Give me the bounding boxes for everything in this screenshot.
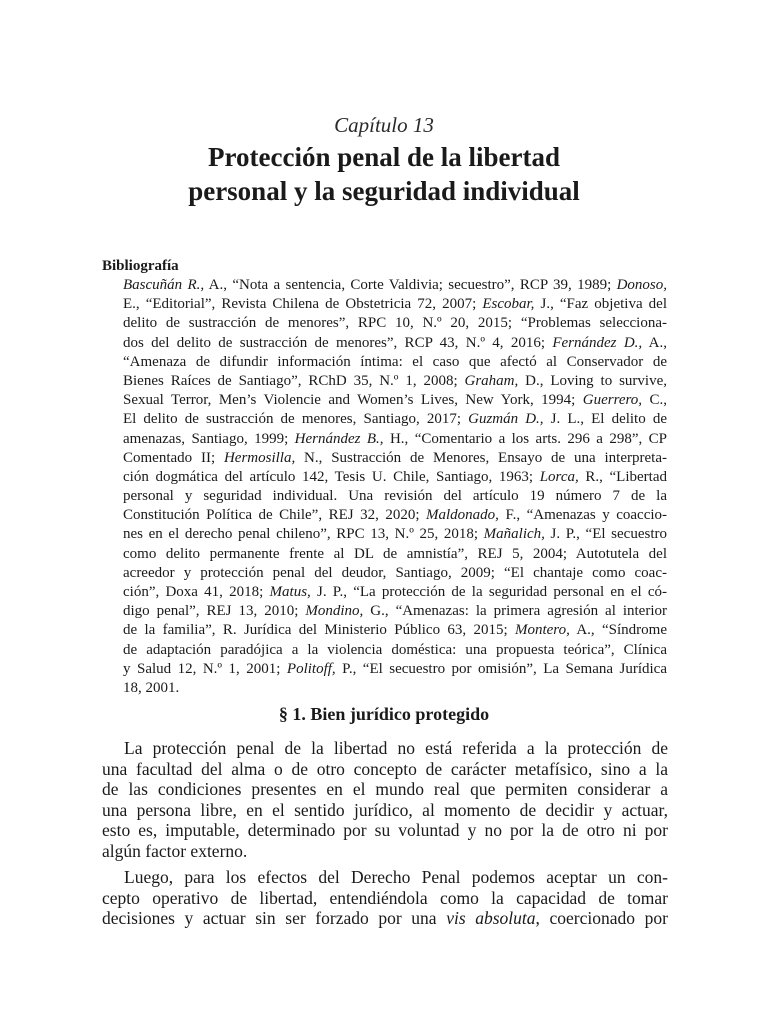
text-run: D., Loving to survive, [518, 372, 667, 389]
section-heading: § 1. Bien jurídico protegido [278, 704, 490, 724]
author-name: vis absoluta [446, 908, 536, 929]
chapter-title [0, 140, 768, 208]
text-run: de adaptación paradójica a la violencia doméstica: una propuesta teórica”, Clínica [123, 641, 667, 658]
paragraph-line [102, 820, 668, 841]
bibliography-line [123, 353, 667, 372]
text-run: J. P., “La protección de la seguridad personal en el có- [310, 584, 667, 600]
text-run: J. L., El delito de [543, 411, 667, 428]
text-run: H., “Comentario a los arts. 296 a 298”, CP [383, 430, 667, 447]
bibliography-line [123, 621, 667, 640]
text-run: R., “Libertad [578, 468, 667, 485]
paragraph-line [102, 738, 668, 759]
text-run: cepto operativo de libertad, entendiéndola como la capacidad de tomar [102, 887, 668, 908]
author-name: Donoso, [616, 277, 668, 293]
text-run: 18, 2001. [123, 679, 180, 696]
author-name: Hermosilla, [223, 449, 296, 466]
bibliography-line [123, 641, 667, 660]
text-run: decisiones y actuar sin ser forzado por una [102, 908, 447, 929]
author-name: Mañalich, [483, 526, 545, 543]
text-run: una persona libre, en el sentido jurídico, al momento de decidir y actuar, [102, 799, 668, 820]
author-name: Montero, [514, 622, 570, 639]
text-run: una facultad del alma o de otro concepto de carácter metafísico, sino a la [102, 758, 668, 779]
text-run: ción dogmática del artículo 142, Tesis U. Chile, Santiago, 1963; [123, 468, 540, 485]
bibliography-heading: Bibliografía [102, 258, 179, 274]
text-run: acreedor y protección penal del deudor, Santiago, 2009; “El chantaje como coac- [123, 564, 667, 581]
author-name: Hernández B., [294, 430, 384, 447]
bibliography-line [123, 525, 667, 544]
author-name: Escobar, [482, 296, 535, 313]
bibliography-line [123, 295, 667, 314]
author-name: Guerrero, [582, 392, 643, 409]
bibliography-line [123, 391, 667, 410]
text-run: y Salud 12, N.º 1, 2001; [123, 660, 287, 677]
text-run: A., “Síndrome [569, 622, 667, 639]
author-name: Politoff, [286, 660, 336, 677]
text-run: Bienes Raíces de Santiago”, RChD 35, N.º 1, 2008; [123, 372, 465, 389]
text-run: A., [642, 334, 667, 351]
text-run: F., “Amenazas y coaccio- [498, 507, 668, 524]
bibliography-line [123, 679, 667, 698]
text-run: delito de sustracción de menores”, RPC 10, N.º 20, 2015; “Problemas selecciona- [123, 315, 667, 332]
text-run: J., “Faz objetiva del [534, 296, 668, 313]
author-name: Graham, [464, 372, 519, 389]
bibliography-list [123, 276, 667, 698]
paragraph-line [102, 888, 668, 909]
text-run: Constitución Política de Chile”, REJ 32, 2020; [123, 507, 427, 524]
chapter-title-line: personal y la seguridad individual [188, 176, 580, 206]
author-name: Matus, [269, 584, 311, 600]
text-run: Luego, para los efectos del Derecho Penal podemos aceptar un con- [124, 867, 668, 887]
bibliography-line [123, 468, 667, 487]
text-run: ción”, Doxa 41, 2018; [123, 584, 270, 600]
paragraph-line [102, 800, 668, 821]
bibliography-line [123, 276, 667, 295]
text-run: P., “El secuestro por omisión”, La Semana Jurídica [335, 660, 667, 677]
text-run: La protección penal de la libertad no está referida a la protección de [124, 738, 668, 758]
text-run: El delito de sustracción de menores, Santiago, 2017; [123, 411, 469, 428]
bibliography-line [123, 564, 667, 583]
text-run: personal y seguridad individual. Una revisión del artículo 19 número 7 de la [123, 488, 667, 505]
paragraph-line [102, 908, 668, 929]
paragraph-line [102, 867, 668, 888]
bibliography-line [123, 410, 667, 429]
body-paragraph [102, 867, 668, 929]
paragraph-line [102, 779, 668, 800]
author-name: Fernández D., [552, 334, 643, 351]
bibliography-line [123, 487, 667, 506]
author-name: Maldonado, [426, 507, 499, 524]
text-run: digo penal”, REJ 13, 2010; [123, 603, 306, 620]
text-run: E., “Editorial”, Revista Chilena de Obstetricia 72, 2007; [123, 296, 483, 313]
text-run: G., “Amenazas: la primera agresión al interior [363, 603, 667, 620]
text-run: de la familia”, R. Jurídica del Ministerio Público 63, 2015; [123, 622, 515, 639]
bibliography-line [123, 314, 667, 333]
text-run: N., Sustracción de Menores, Ensayo de una interpreta- [295, 449, 667, 466]
author-name: Mondino, [305, 603, 364, 620]
text-run: Sexual Terror, Men’s Violencie and Women’s Lives, New York, 1994; [123, 392, 583, 409]
text-run: esto es, imputable, determinado por su voluntad y no por la de otro ni por [102, 820, 668, 841]
bibliography-line [123, 602, 667, 621]
text-run: Comentado II; [123, 449, 224, 466]
chapter-title-line: Protección penal de la libertad [208, 142, 560, 172]
author-name: Lorca, [539, 468, 579, 485]
bibliography-line [123, 506, 667, 525]
bibliography-line [123, 660, 667, 679]
bibliography-line [123, 583, 667, 602]
author-name: Guzmán D., [468, 411, 544, 428]
bibliography-line [123, 545, 667, 564]
paragraph-line [102, 759, 668, 780]
bibliography-line [123, 372, 667, 391]
text-run: algún factor externo. [102, 840, 248, 861]
text-run: A., “Nota a sentencia, Corte Valdivia; secuestro”, RCP 39, 1989; [204, 277, 617, 293]
text-run: , coercionado por [535, 908, 668, 929]
author-name: Bascuñán R., [123, 277, 205, 293]
text-run: dos del delito de sustracción de menores”, RCP 43, N.º 4, 2016; [123, 334, 553, 351]
bibliography-line [123, 334, 667, 353]
text-run: C., [642, 392, 667, 409]
text-run: J. P., “El secuestro [544, 526, 667, 543]
text-run: de las condiciones presentes en el mundo real que permiten considerar a [102, 779, 668, 800]
text-run: amenazas, Santiago, 1999; [123, 430, 295, 447]
paragraph-line [102, 841, 668, 862]
text-run: nes en el derecho penal chileno”, RPC 13, N.º 25, 2018; [123, 526, 484, 543]
bibliography-line [123, 449, 667, 468]
body-paragraph [102, 738, 668, 862]
text-run: como delito permanente frente al DL de amnistía”, REJ 5, 2004; Autotutela del [123, 545, 667, 562]
chapter-label: Capítulo 13 [334, 113, 434, 137]
bibliography-line [123, 430, 667, 449]
text-run: “Amenaza de difundir información íntima: el caso que afectó al Conservador de [123, 353, 667, 370]
